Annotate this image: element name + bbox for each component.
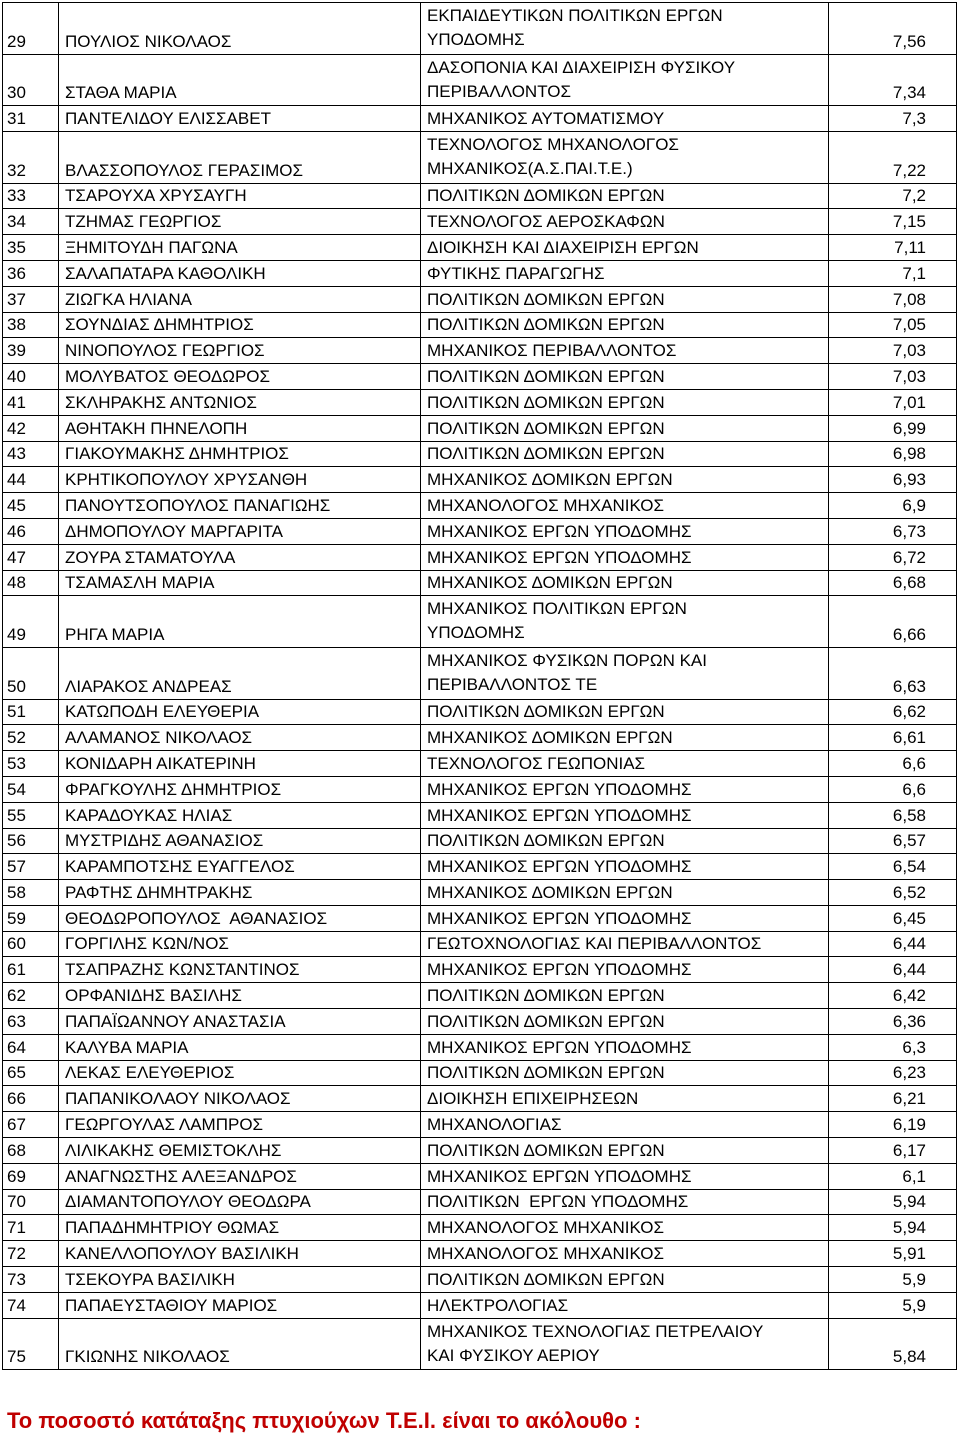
table-row	[3, 54, 957, 106]
candidate-name-cell: ΛΙΛΙΚΑΚΗΣ ΘΕΜΙΣΤΟΚΛΗΣ	[59, 1138, 421, 1164]
specialty-line: ΤΕΧΝΟΛΟΓΟΣ ΑΕΡΟΣΚΑΦΩΝ	[427, 212, 665, 232]
table-row	[3, 1163, 957, 1189]
candidate-name-cell: ΓΚΙΩΝΗΣ ΝΙΚΟΛΑΟΣ	[59, 1318, 421, 1370]
table-row	[3, 699, 957, 725]
table-row	[3, 751, 957, 777]
score-cell: 6,72	[829, 544, 957, 570]
candidate-name-cell: ΤΖΗΜΑΣ ΓΕΩΡΓΙΟΣ	[59, 209, 421, 235]
specialty-line: ΕΚΠΑΙΔΕΥΤΙΚΩΝ ΠΟΛΙΤΙΚΩΝ ΕΡΓΩΝ	[427, 6, 723, 25]
rank-number-cell: 47	[3, 544, 59, 570]
score-cell: 6,6	[829, 751, 957, 777]
score-cell: 6,3	[829, 1034, 957, 1060]
specialty-cell	[421, 493, 829, 519]
specialty-line: ΠΟΛΙΤΙΚΩΝ ΔΟΜΙΚΩΝ ΕΡΓΩΝ	[427, 1063, 665, 1083]
table-row	[3, 338, 957, 364]
score-cell: 6,54	[829, 854, 957, 880]
specialty-line: ΜΗΧΑΝΙΚΟΣ ΕΡΓΩΝ ΥΠΟΔΟΜΗΣ	[427, 1166, 692, 1186]
candidate-name-cell: ΚΑΛΥΒΑ ΜΑΡΙΑ	[59, 1034, 421, 1060]
specialty-line: ΜΗΧΑΝΙΚΟΣ ΕΡΓΩΝ ΥΠΟΔΟΜΗΣ	[427, 857, 692, 877]
specialty-line: ΠΟΛΙΤΙΚΩΝ ΔΟΜΙΚΩΝ ΕΡΓΩΝ	[427, 702, 665, 722]
specialty-cell	[421, 1086, 829, 1112]
candidate-name-cell: ΜΟΛΥΒΑΤΟΣ ΘΕΟΔΩΡΟΣ	[59, 364, 421, 390]
candidate-name-cell: ΛΙΑΡΑΚΟΣ ΑΝΔΡΕΑΣ	[59, 647, 421, 699]
specialty-line: ΥΠΟΔΟΜΗΣ	[427, 623, 525, 643]
table-row	[3, 725, 957, 751]
score-cell: 6,19	[829, 1112, 957, 1138]
specialty-line: ΓΕΩΤΟΧΝΟΛΟΓΙΑΣ ΚΑΙ ΠΕΡΙΒΑΛΛΟΝΤΟΣ	[427, 934, 762, 954]
table-row	[3, 880, 957, 906]
score-cell: 7,11	[829, 235, 957, 261]
rank-number-cell: 55	[3, 802, 59, 828]
score-cell: 5,9	[829, 1292, 957, 1318]
specialty-cell	[421, 54, 829, 106]
specialty-cell	[421, 364, 829, 390]
table-row	[3, 983, 957, 1009]
specialty-line: ΜΗΧΑΝΟΛΟΓΟΣ ΜΗΧΑΝΙΚΟΣ	[427, 1244, 665, 1264]
candidate-name-cell: ΠΑΠΑΝΙΚΟΛΑΟΥ ΝΙΚΟΛΑΟΣ	[59, 1086, 421, 1112]
rank-number-cell: 64	[3, 1034, 59, 1060]
candidate-name-cell: ΚΑΡΑΜΠΟΤΣΗΣ ΕΥΑΓΓΕΛΟΣ	[59, 854, 421, 880]
table-row	[3, 802, 957, 828]
table-row	[3, 389, 957, 415]
specialty-line: ΜΗΧΑΝΙΚΟΣ ΕΡΓΩΝ ΥΠΟΔΟΜΗΣ	[427, 805, 692, 825]
specialty-cell	[421, 802, 829, 828]
specialty-cell	[421, 518, 829, 544]
specialty-cell	[421, 776, 829, 802]
specialty-line: ΠΟΛΙΤΙΚΩΝ ΕΡΓΩΝ ΥΠΟΔΟΜΗΣ	[427, 1192, 689, 1212]
candidate-name-cell: ΦΡΑΓΚΟΥΛΗΣ ΔΗΜΗΤΡΙΟΣ	[59, 776, 421, 802]
rank-number-cell: 69	[3, 1163, 59, 1189]
rank-number-cell: 72	[3, 1241, 59, 1267]
score-cell: 5,9	[829, 1267, 957, 1293]
table-row	[3, 1112, 957, 1138]
table-row	[3, 1009, 957, 1035]
score-cell: 6,93	[829, 467, 957, 493]
specialty-line: ΜΗΧΑΝΟΛΟΓΙΑΣ	[427, 1115, 562, 1135]
specialty-cell	[421, 286, 829, 312]
candidate-name-cell: ΜΥΣΤΡΙΔΗΣ ΑΘΑΝΑΣΙΟΣ	[59, 828, 421, 854]
specialty-line: ΠΟΛΙΤΙΚΩΝ ΔΟΜΙΚΩΝ ΕΡΓΩΝ	[427, 444, 665, 464]
score-cell: 7,34	[829, 54, 957, 106]
table-row	[3, 1292, 957, 1318]
score-cell: 6,61	[829, 725, 957, 751]
specialty-cell	[421, 312, 829, 338]
candidate-name-cell: ΒΛΑΣΣΟΠΟΥΛΟΣ ΓΕΡΑΣΙΜΟΣ	[59, 131, 421, 183]
rank-number-cell: 46	[3, 518, 59, 544]
table-row	[3, 312, 957, 338]
specialty-line: ΤΕΧΝΟΛΟΓΟΣ ΜΗΧΑΝΟΛΟΓΟΣ	[427, 134, 679, 154]
specialty-line: ΠΟΛΙΤΙΚΩΝ ΔΟΜΙΚΩΝ ΕΡΓΩΝ	[427, 831, 665, 851]
candidate-name-cell: ΚΑΝΕΛΛΟΠΟΥΛΟΥ ΒΑΣΙΛΙΚΗ	[59, 1241, 421, 1267]
table-row	[3, 518, 957, 544]
score-cell: 6,63	[829, 647, 957, 699]
rank-number-cell: 44	[3, 467, 59, 493]
specialty-line: ΜΗΧΑΝΙΚΟΣ ΔΟΜΙΚΩΝ ΕΡΓΩΝ	[427, 882, 673, 902]
score-cell: 6,58	[829, 802, 957, 828]
rank-number-cell: 48	[3, 570, 59, 596]
table-row	[3, 1138, 957, 1164]
rank-number-cell: 53	[3, 751, 59, 777]
rank-number-cell: 70	[3, 1189, 59, 1215]
table-row	[3, 647, 957, 699]
specialty-line: ΠΟΛΙΤΙΚΩΝ ΔΟΜΙΚΩΝ ΕΡΓΩΝ	[427, 315, 665, 335]
specialty-line: ΜΗΧΑΝΙΚΟΣ ΕΡΓΩΝ ΥΠΟΔΟΜΗΣ	[427, 1037, 692, 1057]
specialty-cell	[421, 905, 829, 931]
specialty-cell	[421, 3, 829, 55]
specialty-cell	[421, 106, 829, 132]
table-row	[3, 1189, 957, 1215]
specialty-line: ΠΟΛΙΤΙΚΩΝ ΔΟΜΙΚΩΝ ΕΡΓΩΝ	[427, 1140, 665, 1160]
candidate-name-cell: ΓΙΑΚΟΥΜΑΚΗΣ ΔΗΜΗΤΡΙΟΣ	[59, 441, 421, 467]
specialty-line: ΠΟΛΙΤΙΚΩΝ ΔΟΜΙΚΩΝ ΕΡΓΩΝ	[427, 186, 665, 206]
table-row	[3, 493, 957, 519]
candidate-name-cell: ΤΣΑΠΡΑΖΗΣ ΚΩΝΣΤΑΝΤΙΝΟΣ	[59, 957, 421, 983]
specialty-line: ΠΟΛΙΤΙΚΩΝ ΔΟΜΙΚΩΝ ΕΡΓΩΝ	[427, 392, 665, 412]
candidate-name-cell: ΔΙΑΜΑΝΤΟΠΟΥΛΟΥ ΘΕΟΔΩΡΑ	[59, 1189, 421, 1215]
specialty-cell	[421, 1009, 829, 1035]
score-cell: 6,98	[829, 441, 957, 467]
specialty-cell	[421, 389, 829, 415]
rank-number-cell: 29	[3, 3, 59, 55]
specialty-line: ΠΟΛΙΤΙΚΩΝ ΔΟΜΙΚΩΝ ΕΡΓΩΝ	[427, 366, 665, 386]
candidate-name-cell: ΡΑΦΤΗΣ ΔΗΜΗΤΡΑΚΗΣ	[59, 880, 421, 906]
specialty-line: ΠΕΡΙΒΑΛΛΟΝΤΟΣ	[427, 81, 572, 101]
score-cell: 6,62	[829, 699, 957, 725]
specialty-line: ΜΗΧΑΝΙΚΟΣ ΠΟΛΙΤΙΚΩΝ ΕΡΓΩΝ	[427, 599, 687, 619]
score-cell: 7,56	[829, 3, 957, 55]
specialty-line: ΜΗΧΑΝΙΚΟΣ ΔΟΜΙΚΩΝ ΕΡΓΩΝ	[427, 728, 673, 748]
score-cell: 6,66	[829, 596, 957, 648]
specialty-cell	[421, 699, 829, 725]
rank-number-cell: 61	[3, 957, 59, 983]
table-row	[3, 1086, 957, 1112]
rank-number-cell: 42	[3, 415, 59, 441]
specialty-cell	[421, 1034, 829, 1060]
rank-number-cell: 43	[3, 441, 59, 467]
rank-number-cell: 50	[3, 647, 59, 699]
candidate-name-cell: ΠΑΝΤΕΛΙΔΟΥ ΕΛΙΣΣΑΒΕΤ	[59, 106, 421, 132]
footer-note: Το ποσοστό κατάταξης πτυχιούχων Τ.Ε.Ι. είναι το ακόλουθο :	[7, 1408, 641, 1433]
specialty-line: ΠΟΛΙΤΙΚΩΝ ΔΟΜΙΚΩΝ ΕΡΓΩΝ	[427, 1269, 665, 1289]
specialty-line: ΜΗΧΑΝΙΚΟΣ ΑΥΤΟΜΑΤΙΣΜΟΥ	[427, 108, 665, 128]
rank-number-cell: 59	[3, 905, 59, 931]
table-row	[3, 854, 957, 880]
candidate-name-cell: ΘΕΟΔΩΡΟΠΟΥΛΟΣ ΑΘΑΝΑΣΙΟΣ	[59, 905, 421, 931]
specialty-line: ΜΗΧΑΝΙΚΟΣ ΔΟΜΙΚΩΝ ΕΡΓΩΝ	[427, 470, 673, 490]
rank-number-cell: 37	[3, 286, 59, 312]
table-row	[3, 209, 957, 235]
specialty-cell	[421, 1318, 829, 1370]
specialty-cell	[421, 260, 829, 286]
table-row	[3, 1034, 957, 1060]
specialty-cell	[421, 131, 829, 183]
specialty-line: ΠΟΛΙΤΙΚΩΝ ΔΟΜΙΚΩΝ ΕΡΓΩΝ	[427, 1011, 665, 1031]
rank-number-cell: 65	[3, 1060, 59, 1086]
specialty-cell	[421, 1060, 829, 1086]
candidate-name-cell: ΣΑΛΑΠΑΤΑΡΑ ΚΑΘΟΛΙΚΗ	[59, 260, 421, 286]
candidate-name-cell: ΡΗΓΑ ΜΑΡΙΑ	[59, 596, 421, 648]
specialty-cell	[421, 751, 829, 777]
specialty-cell	[421, 183, 829, 209]
table-row	[3, 364, 957, 390]
rank-number-cell: 52	[3, 725, 59, 751]
table-row	[3, 286, 957, 312]
rank-number-cell: 67	[3, 1112, 59, 1138]
rank-number-cell: 31	[3, 106, 59, 132]
candidate-name-cell: ΓΕΩΡΓΟΥΛΑΣ ΛΑΜΠΡΟΣ	[59, 1112, 421, 1138]
rank-number-cell: 60	[3, 931, 59, 957]
score-cell: 7,08	[829, 286, 957, 312]
specialty-line: ΜΗΧΑΝΙΚΟΣ ΕΡΓΩΝ ΥΠΟΔΟΜΗΣ	[427, 521, 692, 541]
specialty-line: ΔΙΟΙΚΗΣΗ ΕΠΙΧΕΙΡΗΣΕΩΝ	[427, 1089, 639, 1109]
candidate-name-cell: ΟΡΦΑΝΙΔΗΣ ΒΑΣΙΛΗΣ	[59, 983, 421, 1009]
candidate-name-cell: ΣΚΛΗΡΑΚΗΣ ΑΝΤΩΝΙΟΣ	[59, 389, 421, 415]
score-cell: 6,17	[829, 1138, 957, 1164]
ranking-table-body	[3, 3, 957, 1370]
ranking-table	[2, 2, 957, 1370]
score-cell: 6,21	[829, 1086, 957, 1112]
score-cell: 6,45	[829, 905, 957, 931]
specialty-cell	[421, 415, 829, 441]
candidate-name-cell: ΑΝΑΓΝΩΣΤΗΣ ΑΛΕΞΑΝΔΡΟΣ	[59, 1163, 421, 1189]
candidate-name-cell: ΞΗΜΙΤΟΥΔΗ ΠΑΓΩΝΑ	[59, 235, 421, 261]
table-row	[3, 828, 957, 854]
rank-number-cell: 49	[3, 596, 59, 648]
candidate-name-cell: ΑΛΑΜΑΝΟΣ ΝΙΚΟΛΑΟΣ	[59, 725, 421, 751]
candidate-name-cell: ΠΑΠΑΕΥΣΤΑΘΙΟΥ ΜΑΡΙΟΣ	[59, 1292, 421, 1318]
candidate-name-cell: ΖΙΩΓΚΑ ΗΛΙΑΝΑ	[59, 286, 421, 312]
candidate-name-cell: ΚΟΝΙΔΑΡΗ ΑΙΚΑΤΕΡΙΝΗ	[59, 751, 421, 777]
score-cell: 7,03	[829, 338, 957, 364]
specialty-cell	[421, 1112, 829, 1138]
specialty-cell	[421, 1267, 829, 1293]
candidate-name-cell: ΛΕΚΑΣ ΕΛΕΥΘΕΡΙΟΣ	[59, 1060, 421, 1086]
rank-number-cell: 33	[3, 183, 59, 209]
table-row	[3, 260, 957, 286]
table-row	[3, 415, 957, 441]
score-cell: 5,91	[829, 1241, 957, 1267]
table-row	[3, 1215, 957, 1241]
score-cell: 7,2	[829, 183, 957, 209]
specialty-line: ΠΕΡΙΒΑΛΛΟΝΤΟΣ ΤΕ	[427, 674, 598, 694]
table-row	[3, 441, 957, 467]
specialty-cell	[421, 544, 829, 570]
specialty-line: ΜΗΧΑΝΙΚΟΣ(Α.Σ.ΠΑΙ.Τ.Ε.)	[427, 158, 633, 178]
rank-number-cell: 57	[3, 854, 59, 880]
specialty-line: ΗΛΕΚΤΡΟΛΟΓΙΑΣ	[427, 1295, 569, 1315]
specialty-line: ΥΠΟΔΟΜΗΣ	[427, 30, 525, 49]
candidate-name-cell: ΓΟΡΓΙΛΗΣ ΚΩΝ/ΝΟΣ	[59, 931, 421, 957]
candidate-name-cell: ΖΟΥΡΑ ΣΤΑΜΑΤΟΥΛΑ	[59, 544, 421, 570]
rank-number-cell: 58	[3, 880, 59, 906]
table-row	[3, 776, 957, 802]
score-cell: 6,68	[829, 570, 957, 596]
specialty-line: ΜΗΧΑΝΟΛΟΓΟΣ ΜΗΧΑΝΙΚΟΣ	[427, 495, 665, 515]
specialty-cell	[421, 1189, 829, 1215]
score-cell: 6,6	[829, 776, 957, 802]
rank-number-cell: 38	[3, 312, 59, 338]
table-row	[3, 931, 957, 957]
table-row	[3, 131, 957, 183]
specialty-line: ΠΟΛΙΤΙΚΩΝ ΔΟΜΙΚΩΝ ΕΡΓΩΝ	[427, 418, 665, 438]
score-cell: 6,42	[829, 983, 957, 1009]
candidate-name-cell: ΤΣΑΜΑΣΛΗ ΜΑΡΙΑ	[59, 570, 421, 596]
table-row	[3, 570, 957, 596]
score-cell: 7,03	[829, 364, 957, 390]
table-row	[3, 106, 957, 132]
rank-number-cell: 56	[3, 828, 59, 854]
specialty-line: ΔΑΣΟΠΟΝΙΑ ΚΑΙ ΔΙΑΧΕΙΡΙΣΗ ΦΥΣΙΚΟΥ	[427, 57, 736, 77]
rank-number-cell: 66	[3, 1086, 59, 1112]
rank-number-cell: 45	[3, 493, 59, 519]
specialty-cell	[421, 880, 829, 906]
specialty-cell	[421, 983, 829, 1009]
rank-number-cell: 71	[3, 1215, 59, 1241]
specialty-cell	[421, 647, 829, 699]
rank-number-cell: 62	[3, 983, 59, 1009]
rank-number-cell: 30	[3, 54, 59, 106]
specialty-line: ΔΙΟΙΚΗΣΗ ΚΑΙ ΔΙΑΧΕΙΡΙΣΗ ΕΡΓΩΝ	[427, 237, 699, 257]
specialty-cell	[421, 1163, 829, 1189]
rank-number-cell: 32	[3, 131, 59, 183]
rank-number-cell: 36	[3, 260, 59, 286]
table-row	[3, 957, 957, 983]
score-cell: 7,01	[829, 389, 957, 415]
candidate-name-cell: ΚΑΤΩΠΟΔΗ ΕΛΕΥΘΕΡΙΑ	[59, 699, 421, 725]
table-row	[3, 3, 957, 55]
table-row	[3, 183, 957, 209]
specialty-line: ΠΟΛΙΤΙΚΩΝ ΔΟΜΙΚΩΝ ΕΡΓΩΝ	[427, 289, 665, 309]
specialty-cell	[421, 1138, 829, 1164]
rank-number-cell: 35	[3, 235, 59, 261]
score-cell: 7,15	[829, 209, 957, 235]
specialty-line: ΜΗΧΑΝΙΚΟΣ ΕΡΓΩΝ ΥΠΟΔΟΜΗΣ	[427, 960, 692, 980]
specialty-cell	[421, 931, 829, 957]
rank-number-cell: 68	[3, 1138, 59, 1164]
table-row	[3, 596, 957, 648]
specialty-cell	[421, 828, 829, 854]
table-row	[3, 1241, 957, 1267]
table-row	[3, 1060, 957, 1086]
specialty-line: ΤΕΧΝΟΛΟΓΟΣ ΓΕΩΠΟΝΙΑΣ	[427, 753, 646, 773]
candidate-name-cell: ΚΡΗΤΙΚΟΠΟΥΛΟΥ ΧΡΥΣΑΝΘΗ	[59, 467, 421, 493]
candidate-name-cell: ΠΑΝΟΥΤΣΟΠΟΥΛΟΣ ΠΑΝΑΓΙΩΗΣ	[59, 493, 421, 519]
rank-number-cell: 54	[3, 776, 59, 802]
specialty-line: ΠΟΛΙΤΙΚΩΝ ΔΟΜΙΚΩΝ ΕΡΓΩΝ	[427, 986, 665, 1006]
score-cell: 5,84	[829, 1318, 957, 1370]
table-row	[3, 235, 957, 261]
candidate-name-cell: ΑΘΗΤΑΚΗ ΠΗΝΕΛΟΠΗ	[59, 415, 421, 441]
score-cell: 6,73	[829, 518, 957, 544]
score-cell: 6,1	[829, 1163, 957, 1189]
specialty-line: ΜΗΧΑΝΙΚΟΣ ΕΡΓΩΝ ΥΠΟΔΟΜΗΣ	[427, 547, 692, 567]
specialty-line: ΜΗΧΑΝΙΚΟΣ ΕΡΓΩΝ ΥΠΟΔΟΜΗΣ	[427, 779, 692, 799]
score-cell: 5,94	[829, 1215, 957, 1241]
specialty-cell	[421, 441, 829, 467]
rank-number-cell: 39	[3, 338, 59, 364]
table-row	[3, 1318, 957, 1370]
candidate-name-cell: ΣΟΥΝΔΙΑΣ ΔΗΜΗΤΡΙΟΣ	[59, 312, 421, 338]
specialty-line: ΜΗΧΑΝΙΚΟΣ ΠΕΡΙΒΑΛΛΟΝΤΟΣ	[427, 341, 677, 361]
table-row	[3, 905, 957, 931]
candidate-name-cell: ΔΗΜΟΠΟΥΛΟΥ ΜΑΡΓΑΡΙΤΑ	[59, 518, 421, 544]
specialty-cell	[421, 235, 829, 261]
specialty-line: ΜΗΧΑΝΙΚΟΣ ΤΕΧΝΟΛΟΓΙΑΣ ΠΕΤΡΕΛΑΙΟΥ	[427, 1321, 764, 1341]
candidate-name-cell: ΚΑΡΑΔΟΥΚΑΣ ΗΛΙΑΣ	[59, 802, 421, 828]
candidate-name-cell: ΤΣΑΡΟΥΧΑ ΧΡΥΣΑΥΓΗ	[59, 183, 421, 209]
specialty-cell	[421, 209, 829, 235]
rank-number-cell: 63	[3, 1009, 59, 1035]
specialty-line: ΜΗΧΑΝΟΛΟΓΟΣ ΜΗΧΑΝΙΚΟΣ	[427, 1218, 665, 1238]
table-row	[3, 467, 957, 493]
candidate-name-cell: ΤΣΕΚΟΥΡΑ ΒΑΣΙΛΙΚΗ	[59, 1267, 421, 1293]
specialty-line: ΜΗΧΑΝΙΚΟΣ ΕΡΓΩΝ ΥΠΟΔΟΜΗΣ	[427, 908, 692, 928]
specialty-cell	[421, 1241, 829, 1267]
rank-number-cell: 40	[3, 364, 59, 390]
score-cell: 6,99	[829, 415, 957, 441]
rank-number-cell: 75	[3, 1318, 59, 1370]
candidate-name-cell: ΣΤΑΘΑ ΜΑΡΙΑ	[59, 54, 421, 106]
score-cell: 7,05	[829, 312, 957, 338]
specialty-line: ΦΥΤΙΚΗΣ ΠΑΡΑΓΩΓΗΣ	[427, 263, 605, 283]
table-row	[3, 544, 957, 570]
score-cell: 6,44	[829, 957, 957, 983]
candidate-name-cell: ΠΟΥΛΙΟΣ ΝΙΚΟΛΑΟΣ	[59, 3, 421, 55]
score-cell: 6,57	[829, 828, 957, 854]
candidate-name-cell: ΝΙΝΟΠΟΥΛΟΣ ΓΕΩΡΓΙΟΣ	[59, 338, 421, 364]
rank-number-cell: 74	[3, 1292, 59, 1318]
score-cell: 6,52	[829, 880, 957, 906]
score-cell: 6,23	[829, 1060, 957, 1086]
rank-number-cell: 34	[3, 209, 59, 235]
table-row	[3, 1267, 957, 1293]
specialty-line: ΜΗΧΑΝΙΚΟΣ ΔΟΜΙΚΩΝ ΕΡΓΩΝ	[427, 573, 673, 593]
score-cell: 7,1	[829, 260, 957, 286]
rank-number-cell: 73	[3, 1267, 59, 1293]
candidate-name-cell: ΠΑΠΑΔΗΜΗΤΡΙΟΥ ΘΩΜΑΣ	[59, 1215, 421, 1241]
specialty-cell	[421, 596, 829, 648]
specialty-cell	[421, 854, 829, 880]
score-cell: 6,9	[829, 493, 957, 519]
score-cell: 5,94	[829, 1189, 957, 1215]
specialty-cell	[421, 467, 829, 493]
specialty-line: ΚΑΙ ΦΥΣΙΚΟΥ ΑΕΡΙΟΥ	[427, 1345, 600, 1365]
rank-number-cell: 51	[3, 699, 59, 725]
specialty-cell	[421, 725, 829, 751]
score-cell: 6,44	[829, 931, 957, 957]
candidate-name-cell: ΠΑΠΑΪΩΑΝΝΟΥ ΑΝΑΣΤΑΣΙΑ	[59, 1009, 421, 1035]
score-cell: 7,3	[829, 106, 957, 132]
specialty-cell	[421, 338, 829, 364]
specialty-line: ΜΗΧΑΝΙΚΟΣ ΦΥΣΙΚΩΝ ΠΟΡΩΝ ΚΑΙ	[427, 650, 707, 670]
score-cell: 7,22	[829, 131, 957, 183]
rank-number-cell: 41	[3, 389, 59, 415]
specialty-cell	[421, 1292, 829, 1318]
specialty-cell	[421, 957, 829, 983]
specialty-cell	[421, 570, 829, 596]
score-cell: 6,36	[829, 1009, 957, 1035]
specialty-cell	[421, 1215, 829, 1241]
